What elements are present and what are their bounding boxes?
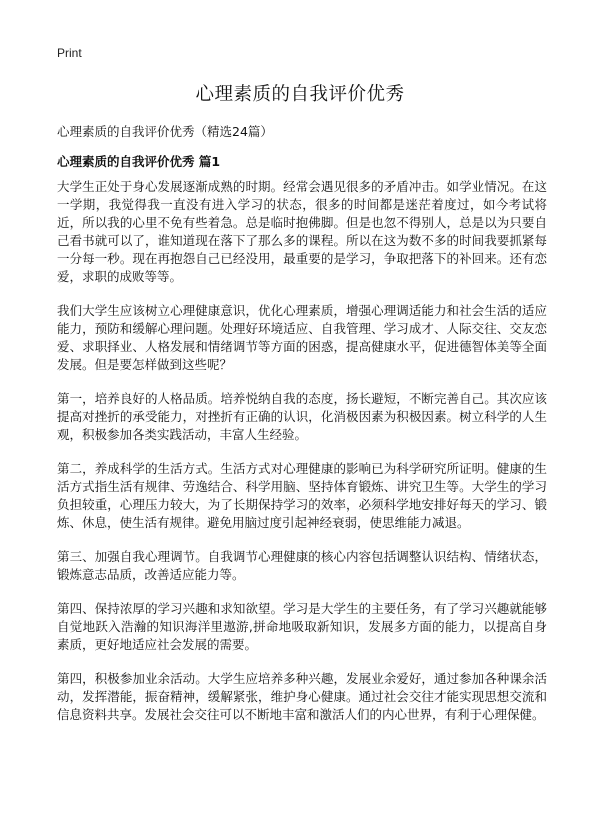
paragraph-3: 第一，培养良好的人格品质。培养悦纳自我的态度，扬长避短，不断完善自己。其次应该提高对挫折的承受能力，对挫折有正确的认识，化消极因素为积极因素。树立科学的人生观，积极参加各类实践活动，丰富人生经验。 bbox=[57, 391, 547, 442]
paragraph-2: 我们大学生应该树立心理健康意识，优化心理素质，增强心理调适能力和社会生活的适应能力，预防和缓解心理问题。处理好环境适应、自我管理、学习成才、人际交往、交友恋爱、求职择业、人格发展和情绪调节等方面的困惑，提高健康水平，促进德智体美等全面发展。但是要怎样做到这些呢？ bbox=[57, 303, 547, 372]
document-subtitle: 心理素质的自我评价优秀（精选24篇） bbox=[57, 124, 273, 139]
paragraph-7: 第四，积极参加业余活动。大学生应培养多种兴趣，发展业余爱好，通过参加各种课余活动，发挥潜能，振奋精神，缓解紧张，维护身心健康。通过社会交往才能实现思想交流和信息资料共享。发展社会交往可以不断地丰富和激活人们的内心世界，有利于心理保健。 bbox=[57, 671, 547, 722]
paragraph-6: 第四、保持浓厚的学习兴趣和求知欲望。学习是大学生的主要任务，有了学习兴趣就能够自觉地跃入浩瀚的知识海洋里遨游,拼命地吸取新知识，发展多方面的能力，以提高自身素质，更好地适应社会发展的需要。 bbox=[57, 601, 547, 652]
print-link[interactable]: Print bbox=[57, 46, 82, 60]
page-title: 心理素质的自我评价优秀 bbox=[195, 84, 405, 105]
article-body bbox=[57, 178, 547, 740]
paragraph-1: 大学生正处于身心发展逐渐成熟的时期。经常会遇见很多的矛盾冲击。如学业情况。在这一学期，我觉得我一直没有进入学习的状态，很多的时间都是迷茫着度过，如今考试将近，所以我的心里不免有些着急。总是临时抱佛脚。但是也忽不得别人，总是以为只要自己看书就可以了，谁知道现在落下了那么多的课程。所以在这为数不多的时间我要抓紧每一分每一秒。现在再抱怨自己已经没用，最重要的是学习，争取把落下的补回来。还有恋爱，求职的成败等等。 bbox=[57, 179, 547, 284]
section-heading: 心理素质的自我评价优秀 篇1 bbox=[57, 154, 221, 169]
paragraph-4: 第二，养成科学的生活方式。生活方式对心理健康的影响已为科学研究所证明。健康的生活方式指生活有规律、劳逸结合、科学用脑、坚持体育锻炼、讲究卫生等。大学生的学习负担较重，心理压力较大，为了长期保持学习的效率，必须科学地安排好每天的学习、锻炼、休息，使生活有规律。避免用脑过度引起神经衰弱，使思维能力减退。 bbox=[57, 461, 547, 530]
paragraph-5: 第三、加强自我心理调节。自我调节心理健康的核心内容包括调整认识结构、情绪状态，锻炼意志品质，改善适应能力等。 bbox=[57, 549, 547, 582]
